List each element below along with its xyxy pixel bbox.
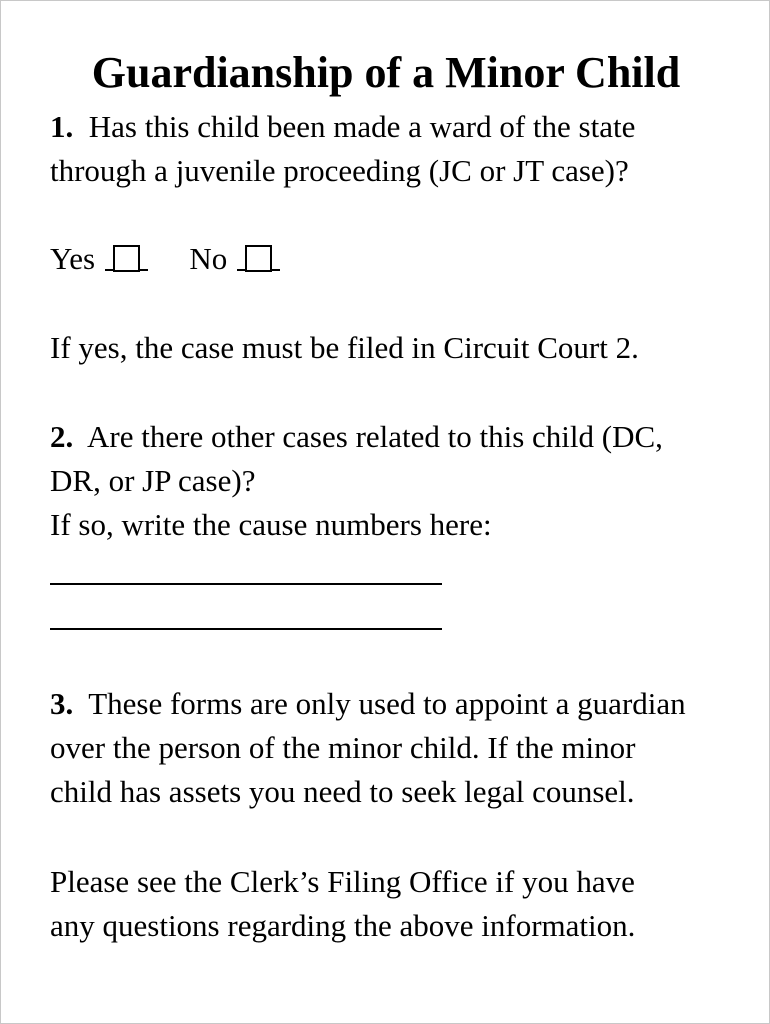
question-1-line-2: through a juvenile proceeding (JC or JT case)?: [50, 153, 629, 188]
question-2: [50, 415, 740, 547]
question-3: [50, 682, 740, 814]
yes-checkbox-group: [105, 237, 148, 281]
question-3-line-1: [50, 682, 740, 726]
question-2-line-1: [50, 415, 740, 459]
question-2-line-2: DR, or JP case)?: [50, 463, 256, 498]
help-note-line-1: Please see the Clerk’s Filing Office if you have: [50, 864, 635, 899]
question-3-line-3: child has assets you need to seek legal counsel.: [50, 774, 635, 809]
question-1-note-text: If yes, the case must be filed in Circuit Court 2.: [50, 330, 639, 365]
form-title: Guardianship of a Minor Child: [91, 48, 681, 97]
question-3-line-2: over the person of the minor child. If the minor: [50, 730, 636, 765]
yes-label: Yes: [50, 241, 96, 276]
no-checkbox-group: [237, 237, 280, 281]
question-1-note: [50, 326, 740, 370]
underline-right: [272, 268, 280, 271]
help-note-line-2: any questions regarding the above information.: [50, 908, 636, 943]
question-1-text-1: Has this child been made a ward of the state: [88, 109, 636, 144]
yes-no-options: [50, 237, 740, 281]
question-1: [50, 105, 740, 193]
help-note: [50, 860, 740, 948]
underline-right: [140, 268, 148, 271]
underline-left: [105, 268, 113, 271]
yes-checkbox[interactable]: [113, 245, 140, 272]
no-label: No: [189, 241, 228, 276]
question-2-number: 2.: [50, 419, 74, 454]
question-3-text-1: These forms are only used to appoint a guardian: [88, 686, 686, 721]
underline-left: [237, 268, 245, 271]
question-3-number: 3.: [50, 686, 74, 721]
cause-number-line-2[interactable]: [50, 628, 442, 630]
question-2-text-1: Are there other cases related to this child (DC,: [87, 419, 663, 454]
no-checkbox[interactable]: [245, 245, 272, 272]
question-1-line-1: [50, 105, 740, 149]
question-1-number: 1.: [50, 109, 74, 144]
question-2-line-3: If so, write the cause numbers here:: [50, 507, 492, 542]
cause-number-line-1[interactable]: [50, 583, 442, 585]
